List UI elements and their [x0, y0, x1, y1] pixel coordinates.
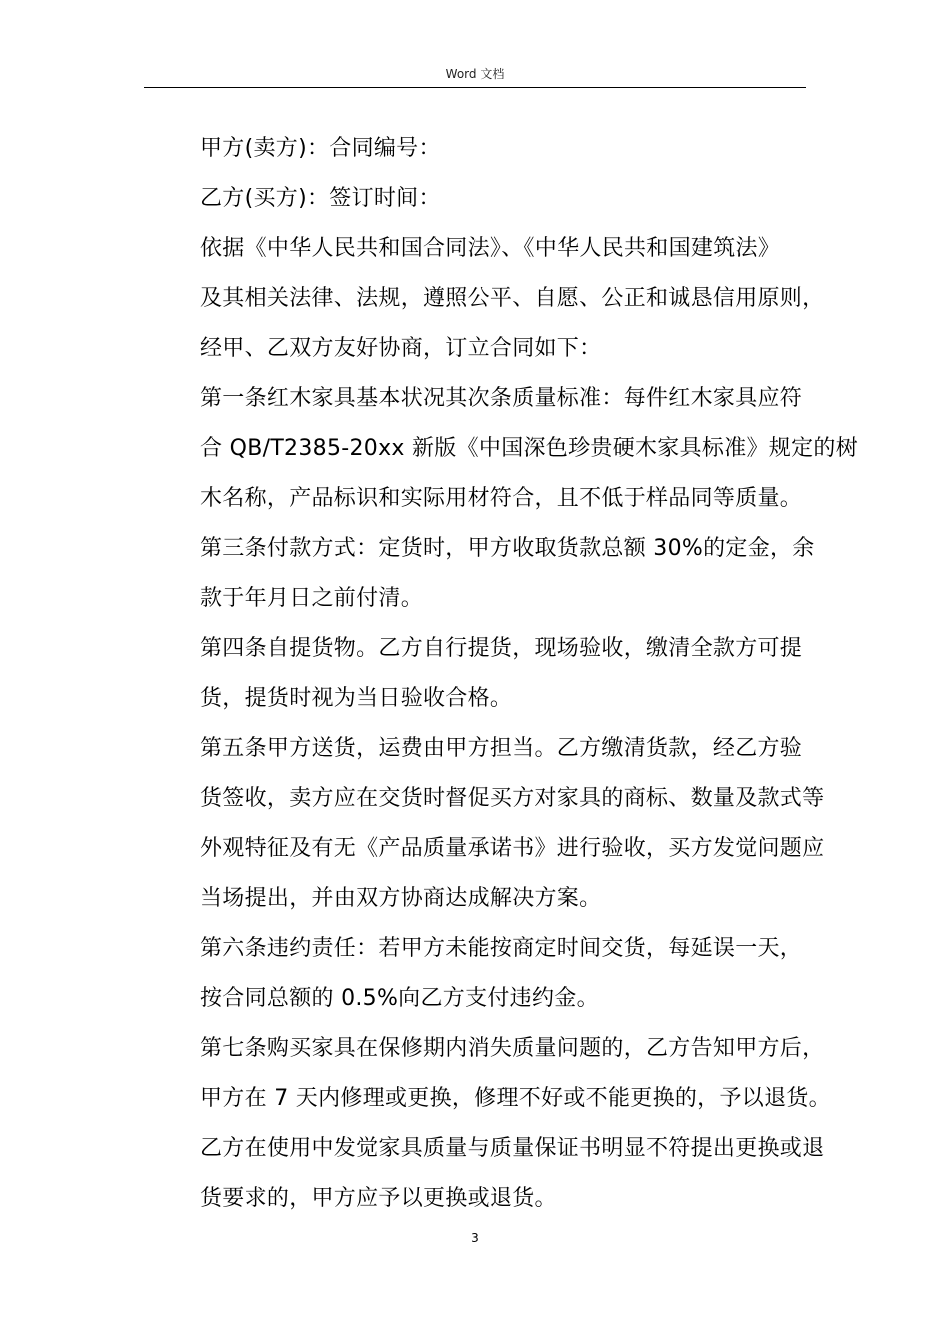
- text-line: 按合同总额的 0.5%向乙方支付违约金。: [200, 986, 599, 1011]
- text-line: 经甲、乙双方友好协商，订立合同如下：: [200, 336, 602, 361]
- text-line: 合 QB/T2385-20xx 新版《中国深色珍贵硬木家具标准》规定的树: [200, 436, 859, 461]
- paragraph-article-7: [178, 1024, 831, 1224]
- text-line: 当场提出，并由双方协商达成解决方案。: [200, 886, 602, 911]
- text-line: 第一条红木家具基本状况其次条质量标准：每件红木家具应符: [200, 386, 803, 411]
- text-line: 第四条自提货物。乙方自行提货，现场验收，缴清全款方可提: [200, 636, 803, 661]
- text-line: 货，提货时视为当日验收合格。: [200, 686, 513, 711]
- paragraph-article-3: [178, 524, 815, 624]
- text-line: 第三条付款方式：定货时，甲方收取货款总额 30%的定金，余: [200, 536, 815, 561]
- text-line: 依据《中华人民共和国合同法》、《中华人民共和国建筑法》: [200, 236, 781, 261]
- paragraph-legal-basis: [178, 224, 825, 374]
- text-line: 货要求的，甲方应予以更换或退货。: [200, 1186, 557, 1211]
- text-line: 乙方(买方)：签订时间：: [200, 186, 441, 211]
- document-body: [178, 124, 859, 1224]
- text-line: 第五条甲方送货，运费由甲方担当。乙方缴清货款，经乙方验: [200, 736, 803, 761]
- paragraph-party-b: [178, 174, 808, 224]
- paragraph-article-6: [178, 924, 808, 1024]
- header-divider: [144, 87, 806, 88]
- page-number: 3: [471, 1231, 479, 1245]
- text-line: 乙方在使用中发觉家具质量与质量保证书明显不符提出更换或退: [200, 1136, 825, 1161]
- text-line: 第六条违约责任：若甲方未能按商定时间交货，每延误一天，: [200, 936, 803, 961]
- text-line: 货签收，卖方应在交货时督促买方对家具的商标、数量及款式等: [200, 786, 825, 811]
- text-line: 及其相关法律、法规，遵照公平、自愿、公正和诚恳信用原则，: [200, 286, 825, 311]
- text-line: 款于年月日之前付清。: [200, 586, 424, 611]
- paragraph-article-4: [178, 624, 808, 724]
- paragraph-article-5: [178, 724, 825, 924]
- text-line: 外观特征及有无《产品质量承诺书》进行验收，买方发觉问题应: [200, 836, 825, 861]
- page-header-title: Word 文档: [445, 67, 505, 81]
- paragraph-article-1: [178, 374, 859, 524]
- text-line: 甲方在 7 天内修理或更换，修理不好或不能更换的，予以退货。: [200, 1086, 831, 1111]
- text-line: 木名称，产品标识和实际用材符合，且不低于样品同等质量。: [200, 486, 803, 511]
- text-line: 甲方(卖方)：合同编号：: [200, 136, 441, 161]
- paragraph-party-a: [178, 124, 808, 174]
- text-line: 第七条购买家具在保修期内消失质量问题的，乙方告知甲方后，: [200, 1036, 825, 1061]
